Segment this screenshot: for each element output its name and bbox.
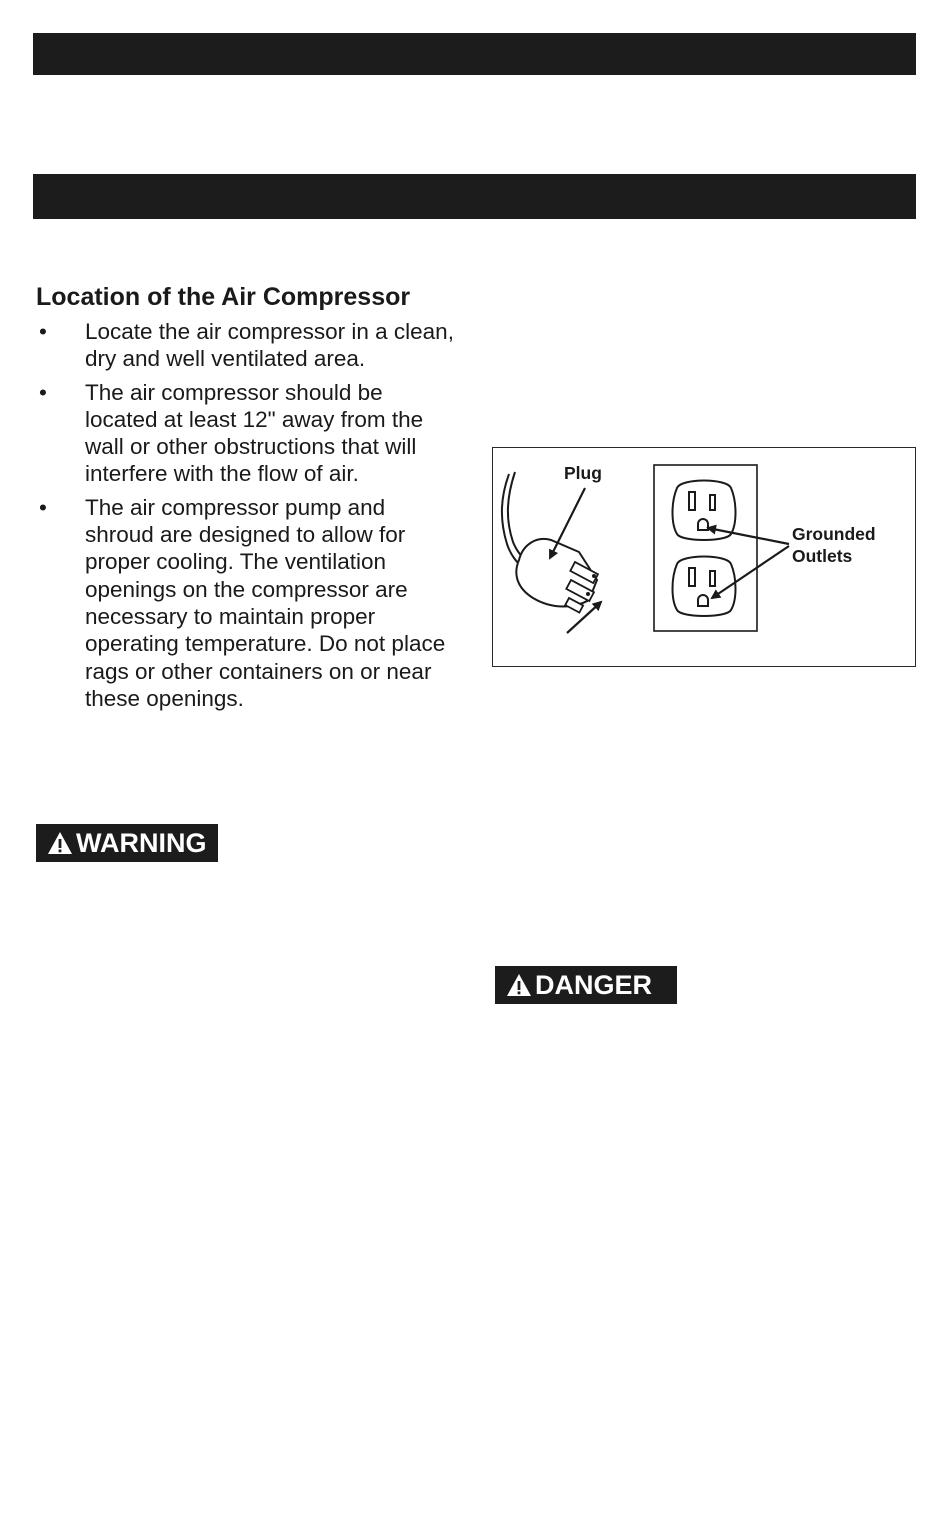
grounded-outlets-label-line1: Grounded — [792, 524, 876, 544]
warning-label — [36, 824, 218, 862]
list-item — [36, 379, 456, 488]
danger-label — [495, 966, 677, 1004]
header-bar-top — [33, 33, 916, 75]
list-item-text: Locate the air compressor in a clean, dry and well ventilated area. — [85, 319, 454, 372]
bullet-dot: • — [39, 379, 47, 405]
list-item-text: The air compressor pump and shroud are designed to allow for proper cooling. The ventilation openings on the compressor are necessary to maintain proper operating temperature. Do not place rags or other containers on or near these openings. — [85, 494, 446, 711]
grounded-outlets-label-line2: Outlets — [792, 546, 853, 566]
section-heading: Location of the Air Compressor — [36, 283, 411, 311]
list-item-text: The air compressor should be located at least 12" away from the wall or other obstructions that will interfere with the flow of air. — [85, 379, 424, 487]
bullet-dot: • — [39, 319, 47, 344]
bullet-dot: • — [39, 494, 47, 520]
list-item — [36, 494, 456, 712]
grounded-plug-figure — [492, 447, 916, 667]
header-bar-section — [33, 174, 916, 219]
bullet-list — [36, 318, 456, 718]
plug-outlet-illustration — [493, 448, 917, 668]
plug-label: Plug — [564, 463, 602, 483]
danger-text: DANGER — [535, 970, 653, 1000]
list-item — [36, 318, 456, 373]
warning-triangle-icon — [506, 973, 532, 997]
warning-triangle-icon — [47, 831, 73, 855]
warning-text: WARNING — [76, 828, 207, 858]
